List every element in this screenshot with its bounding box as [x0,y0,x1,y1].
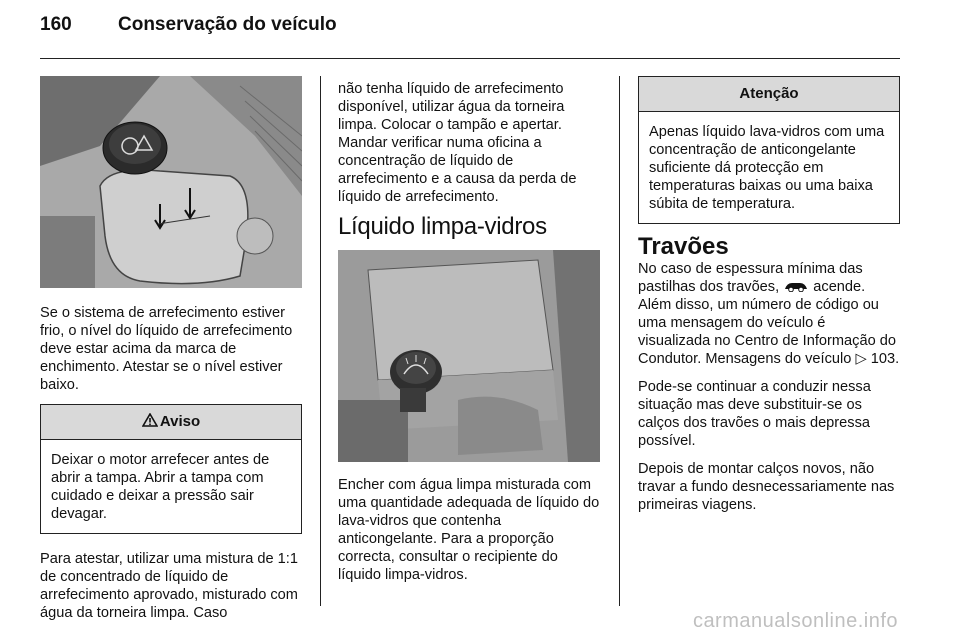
column-divider [320,76,321,606]
warning-box [40,404,302,534]
warning-title: Aviso [159,413,201,430]
washer-fluid-reservoir-photo [338,250,600,462]
page-reference-icon: ▷ [855,351,867,367]
brakes-heading: Travões [638,233,729,260]
page-title: Conservação do veículo [118,14,337,35]
coolant-reservoir-photo [40,76,302,288]
page-number: 160 [40,14,72,35]
column-divider [619,76,620,606]
attention-body: Apenas líquido lava-vidros com uma concentração de anticongelante suficiente dá protecção em temperaturas baixas ou uma baixa súbita de temperatura. [649,124,885,212]
page-header [40,14,337,44]
column-3 [638,76,900,524]
coolant-paragraph-2: Para atestar, utilizar uma mistura de 1:1 de concentrado de líquido de arrefecimento aprovado, misturado com água da torneira limpa. Caso [40,551,298,621]
column-2 [338,76,600,594]
attention-heading: Atenção [639,77,899,112]
page-reference[interactable]: 103. [870,351,900,367]
brakes-paragraph-1-end: acende. Além disso, um número de código ou uma mensagem do veículo é visualizada no Centro de Informação do Condutor. Mensagens do veículo [638,279,896,367]
coolant-paragraph-3: não tenha líquido de arrefecimento disponível, utilizar água da torneira limpa. Colocar o tampão e apertar. Mandar verificar numa oficina a concentração de líquido de arrefecimento e a causa da perda de líquido de arrefecimento. [338,81,577,205]
brakes-paragraph-3: Depois de montar calços novos, não travar a fundo desnecessariamente nas primeiras viagens. [638,461,895,513]
warning-body: Deixar o motor arrefecer antes de abrir a tampa. Abrir a tampa com cuidado e deixar a pressão sair devagar. [51,452,270,522]
brakes-paragraph-1 [638,260,900,368]
brake-pad-warning-icon [783,280,809,292]
washer-fluid-heading: Líquido limpa-vidros [338,213,547,240]
brakes-paragraph-1-start: No caso de espessura mínima das pastilhas dos travões, [638,261,863,295]
header-rule [40,58,900,59]
watermark: carmanualsonline.info [692,610,898,632]
coolant-paragraph-1: Se o sistema de arrefecimento estiver frio, o nível do líquido de arrefecimento deve estar acima da marca de enchimento. Atestar se o nível estiver baixo. [40,305,293,393]
washer-fluid-paragraph: Encher com água limpa misturada com uma quantidade adequada de líquido do lava-vidros que contenha anticongelante. Para a proporção correcta, consultar o recipiente do líquido limpa-vidros. [338,477,600,583]
warning-heading [41,405,301,440]
warning-triangle-icon [142,413,158,427]
attention-box [638,76,900,224]
column-1 [40,76,302,632]
brakes-paragraph-2: Pode-se continuar a conduzir nessa situação mas deve substituir-se os calços dos travões o mais depressa possível. [638,379,871,449]
